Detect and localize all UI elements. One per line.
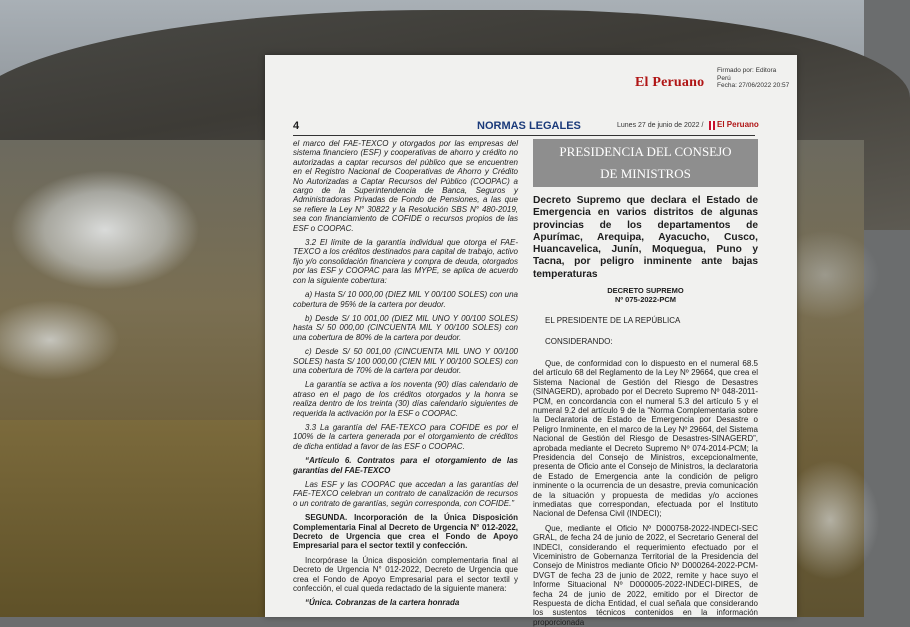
paragraph: Que, de conformidad con lo dispuesto en el numeral 68.5 del artículo 68 del Reglamento de la Ley Nº 29664, que crea el Sistema Nacional de Gestión del Riesgo de Desastres (SINAGERD), aprobado por el Decreto Supremo Nº 048-2011-PCM, en concordancia con el numeral 5.3 del artículo 5 y el numeral 9.2 del artículo 9 de la “Norma Complementaria sobre la Declaratoria de Estado de Emergencia por Desastre o Peligro Inminente, en el marco de la Ley Nº 29664, del Sistema Nacional de Gestión del Riesgo de Desastres-SINAGERD”, aprobada mediante el Decreto Supremo Nº 074-2014-PCM; la Presidencia del Consejo de Ministros, excepcionalmente, presenta de Oficio ante el Consejo de Ministros, la declaratoria de Estado de Emergencia ante la condición de peligro inminente o la ocurrencia de un desastre, previa comunicación de la situación y propuesta de medidas y/o acciones inmediatas que correspondan, efectuada por el Instituto Nacional de Defensa Civil (INDECI); — [533, 358, 758, 519]
paragraph: Las ESF y las COOPAC que accedan a las garantías del FAE-TEXCO celebran un contrato de canalización de recursos o un contrato de garantías, según corresponda, con COFIDE.” — [293, 480, 518, 508]
signature-line: Perú — [717, 74, 731, 82]
considerando: CONSIDERANDO: — [545, 337, 613, 347]
snow-patch — [10, 170, 200, 290]
paragraph: c) Desde S/ 50 001,00 (CINCUENTA MIL UNO Y 00/100 SOLES) hasta S/ 100 000,00 (CIEN MIL Y 00/100 SOLES) con una cobertura de 70% de la cartera por deudor. — [293, 347, 518, 375]
paragraph: 3.3 La garantía del FAE-TEXCO para COFIDE es por el 100% de la cartera generada por el otorgamiento de créditos de dicha entidad a favor de las ESF o COOPAC. — [293, 422, 518, 451]
el-peruano-logo: El Peruano — [635, 75, 705, 90]
paragraph: La garantía se activa a los noventa (90) días calendario de atraso en el pago de los créditos otorgados y la honra se realiza dentro de los treinta (30) días calendario siguientes de requerida la activación por la ESF o COOPAC. — [293, 380, 518, 418]
snow-patch — [0, 300, 120, 380]
paragraph: b) Desde S/ 10 001,00 (DIEZ MIL UNO Y 00/100 SOLES) hasta S/ 50 000,00 (CINCUENTA MIL Y 00/100 SOLES) con una cobertura de 80% de la cartera por deudor. — [293, 313, 518, 342]
newspaper-page — [265, 55, 797, 627]
article-heading: “Artículo 6. Contratos para el otorgamiento de las garantías del FAE-TEXCO — [293, 456, 518, 475]
section-title: NORMAS LEGALES — [477, 120, 581, 132]
signature-text — [717, 67, 797, 90]
section-banner-line: DE MINISTROS — [600, 166, 691, 181]
president-line: EL PRESIDENTE DE LA REPÚBLICA — [545, 316, 681, 326]
decree-number-line: Nº 075-2022-PCM — [614, 295, 677, 305]
peru-flag-icon — [709, 121, 715, 130]
page-number: 4 — [293, 120, 300, 132]
decree-number-line: DECRETO SUPREMO — [607, 286, 684, 296]
right-column — [533, 139, 758, 627]
section-banner-line: PRESIDENCIA DEL CONSEJO — [559, 144, 732, 159]
publication-date: Lunes 27 de junio de 2022 / — [617, 122, 704, 129]
article-heading: “Única. Cobranzas de la cartera honrada — [305, 598, 460, 608]
page-header — [293, 119, 759, 136]
decree-title: Decreto Supremo que declara el Estado de Emergencia en varios distritos de algunas provincias de los departamentos de Apurímac, Arequipa, Ayacucho, Cusco, Huancavelica, Junín, Moquegua, Puno y Tacna, por peligro inminente ante bajas temperaturas — [533, 195, 758, 280]
left-column — [293, 139, 518, 617]
decree-number — [533, 286, 758, 304]
paragraph: Incorpórase la Única disposición complementaria final al Decreto de Urgencia N° 012-2022, Decreto de Urgencia que crea el Fondo de Apoyo Empresarial para el sector textil y confección, el cual queda redactado de la siguiente manera: — [293, 555, 518, 594]
paragraph: Que, mediante el Oficio Nº D000758-2022-INDECI-SEC GRAL, de fecha 24 de junio de 2022, el Secretario General del INDECI, considerando el requerimiento efectuado por el Viceministro de Gobernanza Territorial de la Presidencia del Consejo de Ministros mediante Oficio Nº D000264-2022-PCM-DVGT de fecha 23 de junio de 2022, remite y hace suyo el Informe Situacional Nº D000005-2022-INDECI-DIRES, de fecha 24 de junio de 2022, emitido por el Director de Respuesta de dicha Entidad, el cual señala que considerando los sustentos técnicos contenidos en la información proporcionada — [533, 523, 758, 627]
digital-signature — [635, 65, 795, 95]
paragraph: el marco del FAE-TEXCO y otorgados por las empresas del sistema financiero (ESF) y cooperativas de ahorro y crédito no autorizadas a captar recursos del público que se encuentren en el Registro Nacional de Cooperativas de Ahorro y Crédito No Autorizadas a Captar Recursos del Público (COOPAC) a cargo de la Superintendencia de Banca, Seguros y Administradoras Privadas de Fondo de Pensiones, a las que se refiere la Ley N° 30822 y la Resolución SBS N° 480-2019, sea con financiamiento de COFIDE o recursos propios de las ESF o COOPAC. — [293, 139, 518, 233]
provision-heading: SEGUNDA. Incorporación de la Única Disposición Complementaria Final al Decreto de Urgencia N° 012-2022, Decreto de Urgencia que crea el Fondo de Apoyo Empresarial para el sector textil y confección. — [293, 513, 518, 551]
section-banner — [533, 139, 758, 187]
header-brand: El Peruano — [717, 120, 759, 129]
paragraph: a) Hasta S/ 10 000,00 (DIEZ MIL Y 00/100 SOLES) con una cobertura de 95% de la cartera por deudor. — [293, 290, 518, 309]
grass-field — [0, 420, 270, 617]
signature-line: Fecha: 27/06/2022 20:57 — [717, 82, 790, 89]
paragraph: 3.2 El límite de la garantía individual que otorga el FAE-TEXCO a los créditos destinados para capital de trabajo, activo fijo y/o consolidación financiera y compra de deuda, otorgados por las ESF y COOPAC para las MYPE, se aplica de acuerdo con la siguiente cobertura: — [293, 238, 518, 285]
signature-line: Firmado por: Editora — [717, 67, 777, 74]
